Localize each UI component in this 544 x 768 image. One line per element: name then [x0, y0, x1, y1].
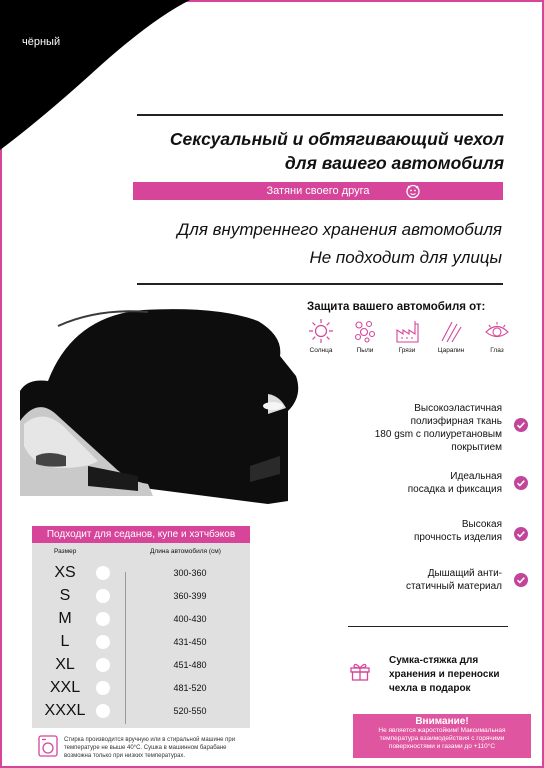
usage-line-2: Не подходит для улицы — [309, 248, 502, 267]
feature-material — [375, 402, 502, 454]
size-name: L — [60, 633, 70, 650]
title-line-1: Сексуальный и обтягивающий чехол — [169, 129, 504, 149]
feature-line: прочность изделия — [413, 532, 502, 543]
protection-label: Солнца — [309, 347, 333, 354]
feature-line: статичный материал — [405, 581, 502, 592]
size-radio[interactable] — [96, 681, 110, 695]
gift-icon — [349, 660, 371, 682]
size-row — [32, 608, 250, 630]
size-name: XXL — [49, 679, 81, 696]
protection-heading: Защита вашего автомобиля от: — [307, 301, 486, 313]
size-column-header: Размер — [54, 548, 77, 555]
size-name: M — [58, 610, 72, 627]
protection-item-dirt — [382, 318, 432, 354]
check-icon — [514, 573, 528, 587]
size-radio[interactable] — [96, 566, 110, 580]
size-row — [32, 700, 250, 722]
length-column-header: Длина автомобиля (см) — [150, 548, 221, 555]
scratch-icon — [438, 318, 464, 344]
size-table — [32, 526, 250, 728]
feature-line: покрытием — [451, 442, 502, 453]
warning-text: Не является жаростойким! Максимальная температура взаимодействия с горячими поверхностями и газами до +110°С — [378, 727, 506, 750]
size-row — [32, 677, 250, 699]
title-line-2: для вашего автомобиля — [284, 153, 504, 173]
gift-divider — [348, 626, 508, 627]
size-length: 300-360 — [173, 568, 207, 578]
size-length: 400-430 — [173, 614, 207, 624]
feature-line: посадка и фиксация — [407, 484, 502, 495]
middle-divider — [137, 283, 503, 285]
size-name: XS — [54, 564, 76, 581]
slogan-text: Затяни своего друга — [266, 185, 370, 197]
check-icon — [514, 418, 528, 432]
protection-item-eyes — [472, 318, 522, 354]
protection-item-scratches — [426, 318, 476, 354]
slogan-bar — [133, 182, 503, 200]
feature-breathable — [406, 567, 502, 593]
check-icon — [514, 527, 528, 541]
feature-line: Высокоэластичная — [414, 403, 502, 414]
washing-machine-icon — [37, 735, 59, 757]
warning-title: Внимание! — [415, 716, 469, 727]
check-icon — [514, 476, 528, 490]
gift-text — [389, 654, 500, 696]
feature-line: полиэфирная ткань — [410, 416, 502, 427]
size-radio[interactable] — [96, 612, 110, 626]
feature-line: Идеальная — [450, 471, 502, 482]
size-radio[interactable] — [96, 635, 110, 649]
corner-graphic — [0, 0, 190, 150]
feature-fit — [408, 470, 502, 496]
eye-icon — [484, 318, 510, 344]
color-label: чёрный — [22, 36, 61, 48]
size-radio[interactable] — [96, 589, 110, 603]
size-length: 520-550 — [173, 706, 207, 716]
protection-label: Царапин — [437, 347, 465, 354]
protection-label: Грязи — [398, 347, 416, 354]
size-row — [32, 585, 250, 607]
size-radio[interactable] — [96, 704, 110, 718]
warning-box — [353, 714, 531, 758]
size-name: XXXL — [44, 702, 86, 719]
size-length: 431-450 — [173, 637, 207, 647]
usage-line-1: Для внутреннего хранения автомобиля — [177, 220, 502, 239]
size-row — [32, 562, 250, 584]
size-length: 451-480 — [173, 660, 207, 670]
size-row — [32, 654, 250, 676]
size-row — [32, 631, 250, 653]
factory-icon — [394, 318, 420, 344]
protection-label: Глаз — [490, 347, 504, 354]
gift-line: Сумка-стяжка для — [389, 655, 479, 666]
size-name: S — [59, 587, 71, 604]
size-name: XL — [55, 656, 75, 673]
washing-note: Стирка производится вручную или в стиральной машине при температуре не выше 40°С. Сушка в машинном барабане возможна только при низких температурах. — [64, 737, 236, 759]
gift-line: хранения и переноски — [389, 669, 500, 680]
gift-line: чехла в подарок — [389, 683, 471, 694]
size-length: 360-399 — [173, 591, 207, 601]
size-length: 481-520 — [173, 683, 207, 693]
size-radio[interactable] — [96, 658, 110, 672]
car-cover-image — [18, 296, 318, 508]
size-table-heading: Подходит для седанов, купе и хэтчбэков — [32, 526, 250, 543]
dust-icon — [352, 318, 378, 344]
protection-label: Пыли — [356, 347, 374, 354]
feature-strength — [414, 518, 502, 544]
feature-line: 180 gsm с полиуретановым — [374, 429, 502, 440]
smile-icon — [405, 183, 421, 199]
feature-line: Высокая — [461, 519, 502, 530]
feature-line: Дышащий анти- — [427, 568, 502, 579]
top-divider — [137, 114, 503, 116]
